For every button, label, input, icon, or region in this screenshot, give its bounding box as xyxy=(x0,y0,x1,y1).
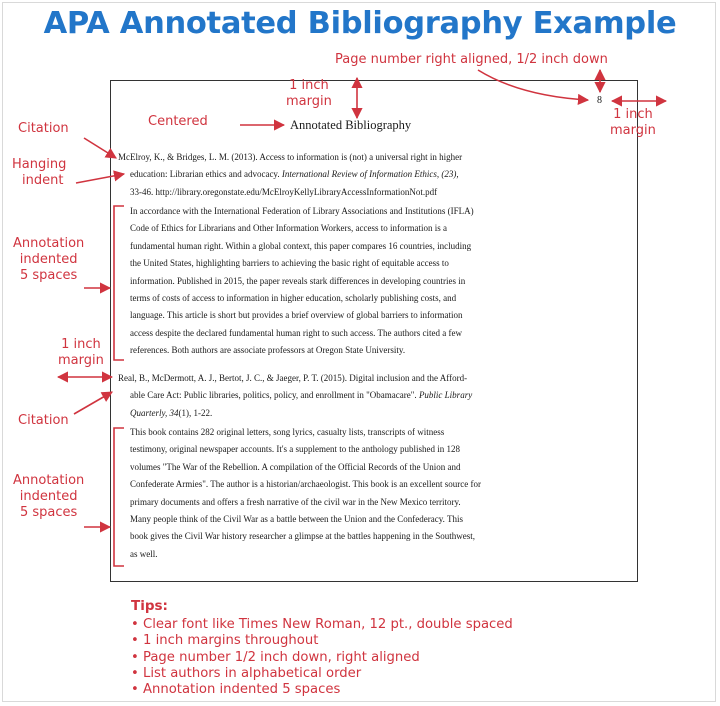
annotation-line: book gives the Civil War history researcher a glimpse at the battles happening in the Southwest, xyxy=(130,531,476,542)
annotation-line: references. Both authors are associate professors at Oregon State University. xyxy=(130,345,406,356)
annotation-line: as well. xyxy=(130,548,158,559)
annotation-line: Many people think of the Civil War as a battle between the Union and the Confederacy. This xyxy=(130,514,464,525)
top-margin-label: 1 inch margin xyxy=(286,78,332,109)
page-number: 8 xyxy=(597,95,602,106)
annotation-line: information. Published in 2015, the paper reveals stark differences in developing countries in xyxy=(130,275,466,286)
annotation-2-label: Annotation indented 5 spaces xyxy=(13,473,85,520)
citation-1 xyxy=(118,149,623,201)
citation-1-line-1: McElroy, K., & Bridges, L. M. (2013). Access to information is (not) a universal right in higher xyxy=(118,152,463,162)
annotation-line: Confederate Armies". The author is a historian/archaeologist. This book is an excellent source for xyxy=(130,479,481,490)
citation-1-line-2: education: Librarian ethics and advocacy. International Review of Information Ethics, (23), xyxy=(130,169,459,180)
citation-2-label: Citation xyxy=(18,413,69,428)
tip-item: • Page number 1/2 inch down, right aligned xyxy=(131,650,513,666)
annotation-line: Code of Ethics for Librarians and Other Information Workers, access to information is a xyxy=(130,223,448,234)
annotation-1-label: Annotation indented 5 spaces xyxy=(13,236,85,283)
annotation-line: primary documents and offers a fresh narrative of the civil war in the New Mexico territory. xyxy=(130,496,461,507)
annotation-line: terms of costs of access to information in higher education, scholarly publishing costs, and xyxy=(130,293,457,304)
tip-item: • Clear font like Times New Roman, 12 pt., double spaced xyxy=(131,617,513,633)
annotation-line: This book contains 282 original letters, song lyrics, casualty lists, transcripts of witness xyxy=(130,427,445,437)
centered-label: Centered xyxy=(148,114,208,129)
left-margin-label: 1 inch margin xyxy=(58,337,104,368)
annotation-line: access despite the declared fundamental human right to such access. The authors cited a few xyxy=(130,327,462,338)
tip-item: • Annotation indented 5 spaces xyxy=(131,682,513,698)
citation-2 xyxy=(118,370,623,422)
annotation-line: language. This article is short but provides a brief overview of global barriers to information xyxy=(130,310,463,321)
citation-2-line-2: able Care Act: Public libraries, politics, policy, and enrollment in "Obamacare". Public Library xyxy=(130,390,473,401)
annotation-line: volumes "The War of the Rebellion. A compilation of the Official Records of the Union and xyxy=(130,461,461,472)
annotation-line: testimony, original newspaper accounts. It's a supplement to the anthology published in 128 xyxy=(130,444,460,455)
citation-2-line-3: Quarterly, 34(1), 1-22. xyxy=(130,407,213,418)
annotation-line: fundamental human right. Within a global context, this paper compares 16 countries, including xyxy=(130,240,472,251)
hanging-indent-label: Hanging indent xyxy=(12,157,67,188)
annotation-2 xyxy=(130,424,625,563)
tip-item: • 1 inch margins throughout xyxy=(131,633,513,649)
annotation-1 xyxy=(130,203,625,360)
page-number-note-label: Page number right aligned, 1/2 inch down xyxy=(335,52,608,67)
citation-1-line-3: 33-46. http://library.oregonstate.edu/McElroyKellyLibraryAccessInformationNot.pdf xyxy=(130,186,438,197)
main-title: APA Annotated Bibliography Example xyxy=(43,6,677,41)
annotation-line: the United States, highlighting barriers to achieving the basic right of equitable access to xyxy=(130,258,449,269)
tips-list xyxy=(131,617,513,698)
tip-item: • List authors in alphabetical order xyxy=(131,666,513,682)
right-margin-label: 1 inch margin xyxy=(610,107,656,138)
annotation-line: In accordance with the International Federation of Library Associations and Institutions (IFLA) xyxy=(130,206,474,216)
citation-1-label: Citation xyxy=(18,121,69,136)
citation-2-line-1: Real, B., McDermott, A. J., Bertot, J. C., & Jaeger, P. T. (2015). Digital inclusion and the Afford- xyxy=(118,373,468,383)
tips-heading: Tips: xyxy=(131,598,168,614)
running-head: Annotated Bibliography xyxy=(290,118,412,132)
